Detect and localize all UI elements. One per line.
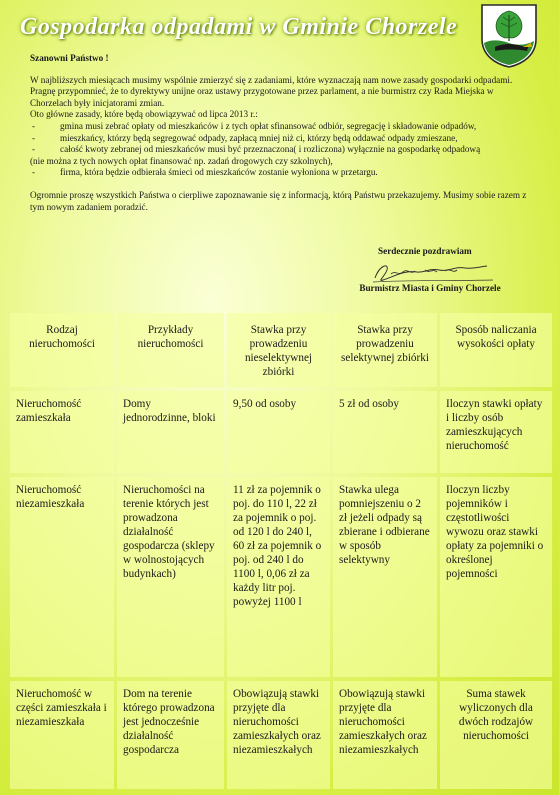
table-cell: Iloczyn stawki opłaty i liczby osób zamieszkujących nieruchomość <box>440 391 552 473</box>
table-header-cell: Rodzaj nieruchomości <box>10 313 114 387</box>
letter-greeting: Szanowni Państwo ! <box>30 53 109 63</box>
signature-greeting: Serdecznie pozdrawiam <box>378 246 472 256</box>
list-item: - gmina musi zebrać opłaty od mieszkańców i z tych opłat sfinansować odbiór, segregację i składowanie odpadów, <box>30 121 530 133</box>
table-cell: Domy jednorodzinne, bloki <box>117 391 224 473</box>
signature-name: Burmistrz Miasta i Gminy Chorzele <box>359 283 501 293</box>
table-cell: Suma stawek wyliczonych dla dwóch rodzajów nieruchomości <box>440 681 552 789</box>
letter-closing: Ogromnie proszę wszystkich Państwa o cierpliwe zapoznawanie się z informacją, którą Państwu przekazujemy. Musimy sobie razem z tym nowym zadaniem poradzić. <box>30 189 527 212</box>
table-cell: Obowiązują stawki przyjęte dla nieruchomości zamieszkałych oraz niezamieszkałych <box>227 681 330 789</box>
table-cell: Nieruchomości na terenie których jest prowadzona działalność gospodarcza (sklepy w wolnostojących budynkach) <box>117 477 224 677</box>
table-row <box>10 477 552 677</box>
table-header-cell: Stawka przy prowadzeniu selektywnej zbiórki <box>333 313 437 387</box>
fees-table <box>7 309 555 793</box>
table-cell: Nieruchomość zamieszkała <box>10 391 114 473</box>
table-header-row <box>10 313 552 387</box>
rules-list <box>30 121 530 179</box>
table-cell: Nieruchomość niezamieszkała <box>10 477 114 677</box>
table-cell: 5 zł od osoby <box>333 391 437 473</box>
table-cell: Iloczyn liczby pojemników i częstotliwości wywozu oraz stawki opłaty za pojemniki o określonej pojemności <box>440 477 552 677</box>
table-row <box>10 391 552 473</box>
rules-intro: Oto główne zasady, które będą obowiązywać od lipca 2013 r.: <box>30 109 258 120</box>
table-header-cell: Sposób naliczania wysokości opłaty <box>440 313 552 387</box>
list-item: - mieszkańcy, którzy będą segregować odpady, zapłacą mniej niż ci, którzy będą oddawać odpady zmieszane, <box>30 133 530 145</box>
handwritten-signature-icon <box>365 256 495 286</box>
table-cell: Stawka ulega pomniejszeniu o 2 zł jeżeli odpady są zbierane i odbierane w sposób selektywny <box>333 477 437 677</box>
table-cell: Nieruchomość w części zamieszkała i niezamieszkała <box>10 681 114 789</box>
rule-continuation: (nie można z tych nowych opłat finansować np. zadań drogowych czy szkolnych), <box>30 155 333 166</box>
table-cell: Dom na terenie którego prowadzona jest jednocześnie działalność gospodarcza <box>117 681 224 789</box>
list-item: - całość kwoty zebranej od mieszkańców musi być przeznaczona( i rozliczona) wyłącznie na gospodarkę odpadową (nie można z tych nowych opłat finansować np. zadań drogowych czy szkolnych), <box>30 144 530 167</box>
table-header-cell: Przykłady nieruchomości <box>117 313 224 387</box>
letter-paragraph: W najbliższych miesiącach musimy wspólnie zmierzyć się z zadaniami, które wyznaczają nam nowe zasady gospodarki odpadami. Pragnę przypomnieć, że to dyrektywy unijne oraz ustawy przygotowane przez parlament, a nie burmistrz czy Rada Miejska w Chorzelach były inicjatorami zmian. <box>30 74 513 108</box>
list-item: - firma, która będzie odbierała śmieci od mieszkańców zostanie wyłoniona w przetargu. <box>30 167 530 179</box>
page-header <box>0 0 559 50</box>
page-title: Gospodarka odpadami w Gminie Chorzele <box>20 14 458 40</box>
table-cell: Obowiązują stawki przyjęte dla nieruchomości zamieszkałych oraz niezamieszkałych <box>333 681 437 789</box>
table-row <box>10 681 552 789</box>
letter-body <box>30 53 530 213</box>
table-cell: 9,50 od osoby <box>227 391 330 473</box>
table-header-cell: Stawka przy prowadzeniu nieselektywnej zbiórki <box>227 313 330 387</box>
table-cell: 11 zł za pojemnik o poj. do 110 l, 22 zł za pojemnik o poj. od 120 l do 240 l, 60 zł za pojemnik o poj. od 240 l do 1100 l, 0,06 zł za każdy litr poj. powyżej 1100 l <box>227 477 330 677</box>
